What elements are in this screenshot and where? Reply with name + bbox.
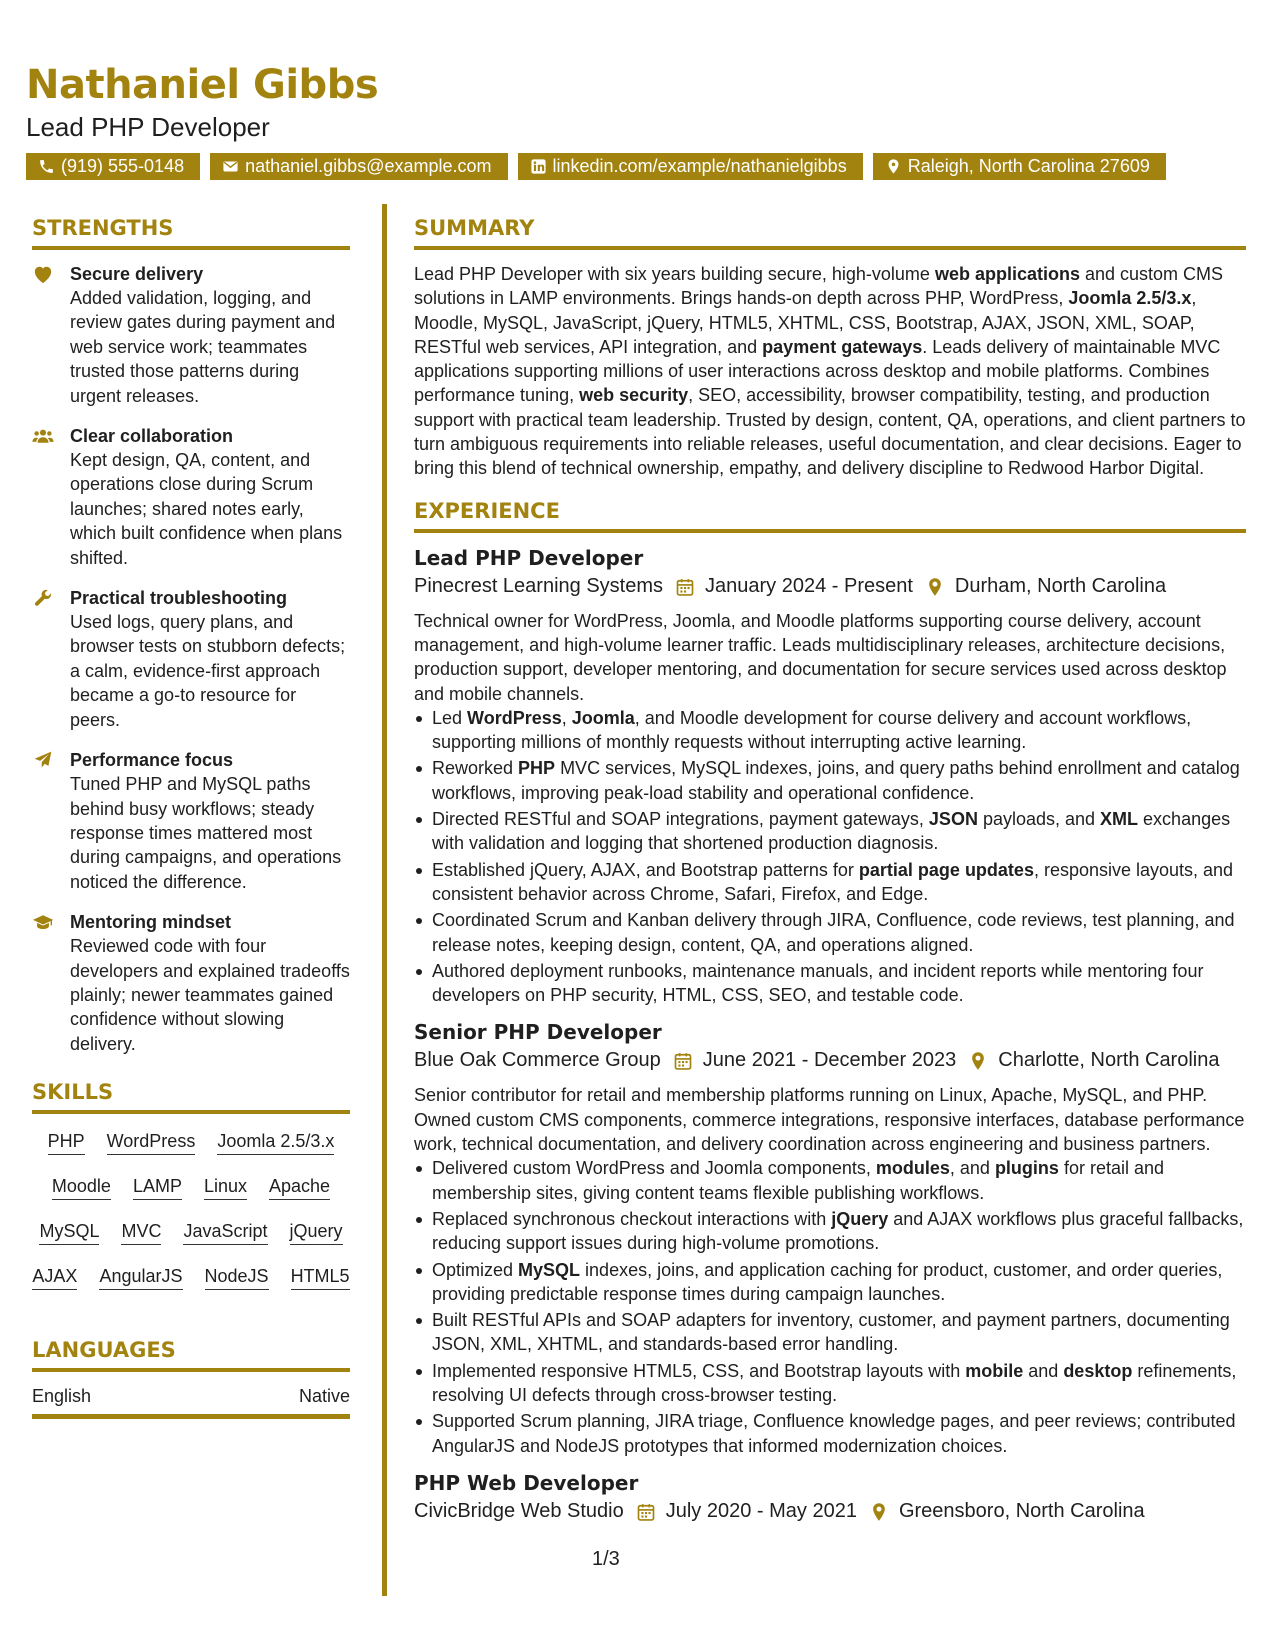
- skill-tag: HTML5: [291, 1265, 350, 1290]
- job-bullet: [414, 1308, 1246, 1357]
- experience-heading: EXPERIENCE: [414, 499, 1246, 533]
- bold-keyword: PHP: [518, 758, 556, 779]
- page-number: 1/3: [592, 1548, 620, 1570]
- strength-title: Performance focus: [70, 750, 234, 771]
- bold-keyword: web applications: [934, 264, 1080, 284]
- skill-tag: Moodle: [52, 1175, 111, 1200]
- strength-description: Used logs, query plans, and browser tests on stubborn defects; a calm, evidence-first approach became a go-to resource for peers.: [70, 612, 346, 730]
- text-segment: Delivered custom WordPress and Joomla components,: [432, 1158, 876, 1179]
- skill-tag: Linux: [204, 1175, 247, 1200]
- skill-tag: Joomla 2.5/3.x: [217, 1130, 334, 1155]
- strength-body: [70, 748, 350, 894]
- summary-text: [414, 262, 1246, 481]
- bold-keyword: XML: [1100, 809, 1139, 830]
- strength-item: [32, 748, 350, 894]
- wrench-icon: [32, 586, 54, 732]
- job-bullet: [414, 1156, 1246, 1205]
- text-segment: and: [1023, 1360, 1064, 1381]
- bold-keyword: plugins: [994, 1158, 1059, 1179]
- bold-keyword: partial page updates: [858, 859, 1034, 880]
- strength-title: Secure delivery: [70, 264, 204, 284]
- job-meta: [414, 571, 1246, 601]
- calendar-icon: [673, 1050, 693, 1070]
- strengths-list: [32, 262, 350, 1056]
- job-dates: July 2020 - May 2021: [665, 1499, 857, 1522]
- text-segment: Reworked: [432, 758, 519, 779]
- strength-item: [32, 424, 350, 570]
- paper-plane-icon: [32, 748, 54, 894]
- heart-icon: [32, 262, 54, 408]
- strength-body: [70, 262, 350, 408]
- skill-tag: AJAX: [32, 1265, 77, 1290]
- skill-tag: LAMP: [133, 1175, 182, 1200]
- job-bullet: [414, 1207, 1246, 1256]
- job-bullets: [414, 706, 1246, 1008]
- job-meta: [414, 1496, 1246, 1526]
- job-location: Greensboro, North Carolina: [898, 1499, 1145, 1522]
- job-title: PHP Web Developer: [414, 1470, 639, 1495]
- job-dates: January 2024 - Present: [705, 574, 913, 597]
- text-segment: . Leads delivery of maintainable MVC applications supporting millions of user interactions across desktop and mobile platforms. Combines performance tuning,: [414, 336, 1221, 406]
- contact-text: (919) 555-0148: [61, 156, 185, 176]
- text-segment: , Moodle, MySQL, JavaScript, jQuery, HTML5, XHTML, CSS, Bootstrap, AJAX, JSON, XML, SOAP, RESTful web services, API integration, and: [414, 288, 1197, 357]
- job-title: Senior PHP Developer: [414, 1020, 662, 1045]
- languages-heading: LANGUAGES: [32, 1338, 350, 1372]
- job-bullet: [414, 807, 1246, 856]
- bold-keyword: payment gateways: [762, 336, 923, 357]
- job-location: Charlotte, North Carolina: [998, 1049, 1220, 1072]
- text-segment: Lead PHP Developer with six years building secure, high-volume: [414, 264, 935, 284]
- language-row: [32, 1384, 350, 1419]
- experience-list: [414, 545, 1246, 1526]
- skill-tag: NodeJS: [205, 1265, 269, 1290]
- strength-body: [70, 424, 350, 570]
- job-company: CivicBridge Web Studio: [414, 1499, 624, 1522]
- strength-body: [70, 910, 350, 1056]
- left-column: [32, 216, 350, 1419]
- text-segment: Led: [432, 707, 468, 728]
- text-segment: , and: [949, 1158, 995, 1179]
- skill-tag: AngularJS: [99, 1265, 182, 1290]
- location-icon: [925, 576, 945, 596]
- strength-item: [32, 586, 350, 732]
- bold-keyword: modules: [875, 1158, 950, 1179]
- contact-chip[interactable]: [26, 153, 200, 180]
- job-entry: [414, 1470, 1246, 1526]
- text-segment: and AJAX workflows plus graceful fallbacks, reducing support issues during high-volume promotions.: [432, 1208, 1244, 1254]
- text-segment: Authored deployment runbooks, maintenance manuals, and incident reports while mentoring four developers on PHP security, HTML, CSS, SEO, and testable code.: [432, 960, 1204, 1006]
- bold-keyword: jQuery: [831, 1208, 889, 1229]
- bold-keyword: JSON: [928, 809, 978, 830]
- text-segment: ,: [561, 707, 572, 728]
- job-company: Pinecrest Learning Systems: [414, 574, 664, 597]
- text-segment: Implemented responsive HTML5, CSS, and Bootstrap layouts with: [432, 1360, 966, 1381]
- bold-keyword: Joomla 2.5/3.x: [1068, 288, 1192, 309]
- job-bullet: [414, 1409, 1246, 1458]
- strength-title: Practical troubleshooting: [70, 588, 288, 609]
- text-segment: refinements, resolving UI defects through cross-browser testing.: [432, 1360, 1237, 1405]
- contact-chip[interactable]: [873, 153, 1166, 180]
- phone-icon: [38, 158, 55, 175]
- linkedin-icon: [530, 158, 547, 175]
- text-segment: , responsive layouts, and consistent behavior across Chrome, Safari, Firefox, and Edge.: [432, 859, 1234, 904]
- job-bullet: [414, 756, 1246, 805]
- text-segment: exchanges with validation and logging that shortened production diagnosis.: [432, 809, 1231, 854]
- job-entry: [414, 1019, 1246, 1457]
- job-bullet: [414, 858, 1246, 907]
- column-divider: [382, 204, 387, 1596]
- contact-bar: [26, 153, 1166, 180]
- skill-tag: PHP: [48, 1130, 85, 1155]
- job-bullet: [414, 908, 1246, 957]
- skill-tag: WordPress: [107, 1130, 196, 1155]
- skill-tag: JavaScript: [183, 1220, 267, 1245]
- job-dates: June 2021 - December 2023: [702, 1049, 957, 1072]
- location-icon: [869, 1501, 889, 1521]
- text-segment: Optimized: [432, 1259, 519, 1280]
- graduation-cap-icon: [32, 910, 54, 1056]
- contact-text: linkedin.com/example/nathanielgibbs: [552, 156, 847, 176]
- strength-description: Kept design, QA, content, and operations close during Scrum launches; shared notes early, which built confidence when plans shifted.: [70, 450, 343, 568]
- job-bullet: [414, 706, 1246, 755]
- strengths-heading: STRENGTHS: [32, 216, 350, 250]
- bold-keyword: web security: [579, 385, 689, 406]
- text-segment: , SEO, accessibility, browser compatibility, testing, and production support with practical team leadership. Trusted by design, content, QA, operations, and client partners to turn ambiguous requirements into reliable releases, useful documentation, and clear decisions. Eager to bring this blend of technical ownership, empathy, and delivery discipline to Redwood Harbor Digital.: [414, 385, 1246, 479]
- users-icon: [32, 424, 54, 570]
- job-description: Technical owner for WordPress, Joomla, and Moodle platforms supporting course delivery, account management, and high-volume learner traffic. Leads multidisciplinary releases, architecture decisions, production support, developer mentoring, and documentation for secure services used across desktop and mobile channels.: [414, 610, 1227, 704]
- language-name: English: [32, 1386, 92, 1407]
- contact-text: Raleigh, North Carolina 27609: [907, 156, 1150, 176]
- strength-description: Reviewed code with four developers and explained tradeoffs plainly; newer teammates gained confidence without slowing delivery.: [70, 936, 350, 1054]
- strength-item: [32, 910, 350, 1056]
- location-icon: [968, 1050, 988, 1070]
- strength-description: Added validation, logging, and review gates during payment and web service work; teammates trusted those patterns during urgent releases.: [70, 288, 336, 406]
- job-meta: [414, 1045, 1246, 1075]
- text-segment: Built RESTful APIs and SOAP adapters for inventory, customer, and payment partners, documenting JSON, XML, XHTML, and standards-based error handling.: [432, 1310, 1230, 1355]
- job-location: Durham, North Carolina: [954, 574, 1167, 597]
- skill-tag: MVC: [121, 1220, 161, 1245]
- strength-title: Clear collaboration: [70, 426, 234, 447]
- text-segment: MVC services, MySQL indexes, joins, and query paths behind enrollment and catalog workflows, improving peak-load stability and operational confidence.: [432, 758, 1240, 803]
- text-segment: Directed RESTful and SOAP integrations, payment gateways,: [432, 809, 929, 830]
- language-level: Native: [298, 1386, 350, 1407]
- languages-list: [32, 1384, 350, 1419]
- strength-body: [70, 586, 350, 732]
- job-bullet: [414, 1359, 1246, 1408]
- contact-text: nathaniel.gibbs@example.com: [245, 156, 492, 176]
- bold-keyword: MySQL: [518, 1259, 581, 1280]
- job-description: Senior contributor for retail and membership platforms running on Linux, Apache, MySQL, and PHP. Owned custom CMS components, commerce integrations, responsive interfaces, database performance work, technical documentation, and delivery coordination across engineering and business partners.: [414, 1085, 1245, 1155]
- text-segment: Replaced synchronous checkout interactions with: [432, 1208, 832, 1229]
- text-segment: , and Moodle development for course delivery and account workflows, supporting millions of monthly requests without interrupting active learning.: [432, 707, 1192, 753]
- job-company: Blue Oak Commerce Group: [414, 1049, 661, 1072]
- text-segment: and custom CMS solutions in LAMP environments. Brings hands-on depth across PHP, WordPress,: [414, 264, 1224, 309]
- text-segment: for retail and membership sites, giving content teams flexible publishing workflows.: [432, 1158, 1164, 1203]
- text-segment: indexes, joins, and application caching for product, customer, and order queries, providing predictable response times during campaign launches.: [432, 1259, 1223, 1304]
- envelope-icon: [222, 158, 239, 175]
- contact-chip[interactable]: [210, 153, 507, 180]
- strength-title: Mentoring mindset: [70, 912, 231, 933]
- right-column: [414, 216, 1246, 1538]
- skill-tag: Apache: [269, 1175, 330, 1200]
- candidate-role: Lead PHP Developer: [26, 112, 270, 142]
- bold-keyword: mobile: [965, 1360, 1024, 1381]
- text-segment: Coordinated Scrum and Kanban delivery through JIRA, Confluence, code reviews, test planning, and release notes, keeping design, content, QA, and operations aligned.: [432, 910, 1235, 955]
- job-entry: [414, 545, 1246, 1008]
- job-bullet: [414, 1258, 1246, 1307]
- summary-heading: SUMMARY: [414, 216, 1246, 250]
- job-bullets: [414, 1156, 1246, 1458]
- skills-list: [32, 1126, 350, 1316]
- text-segment: Supported Scrum planning, JIRA triage, Confluence knowledge pages, and peer reviews; contributed AngularJS and NodeJS prototypes that informed modernization choices.: [432, 1411, 1236, 1456]
- map-pin-icon: [885, 158, 902, 175]
- skill-tag: MySQL: [39, 1220, 99, 1245]
- calendar-icon: [675, 576, 695, 596]
- strength-item: [32, 262, 350, 408]
- bold-keyword: Joomla: [571, 707, 635, 728]
- contact-chip[interactable]: [518, 153, 863, 180]
- text-segment: Established jQuery, AJAX, and Bootstrap patterns for: [432, 859, 859, 880]
- bold-keyword: WordPress: [467, 707, 562, 728]
- candidate-name: Nathaniel Gibbs: [26, 62, 379, 108]
- text-segment: payloads, and: [977, 809, 1101, 830]
- job-bullet: [414, 959, 1246, 1008]
- job-title: Lead PHP Developer: [414, 545, 644, 570]
- skills-heading: SKILLS: [32, 1080, 350, 1114]
- strength-description: Tuned PHP and MySQL paths behind busy workflows; steady response times mattered most during campaigns, and operations noticed the difference.: [70, 774, 342, 892]
- skill-tag: jQuery: [290, 1220, 343, 1245]
- calendar-icon: [636, 1501, 656, 1521]
- bold-keyword: desktop: [1063, 1360, 1133, 1381]
